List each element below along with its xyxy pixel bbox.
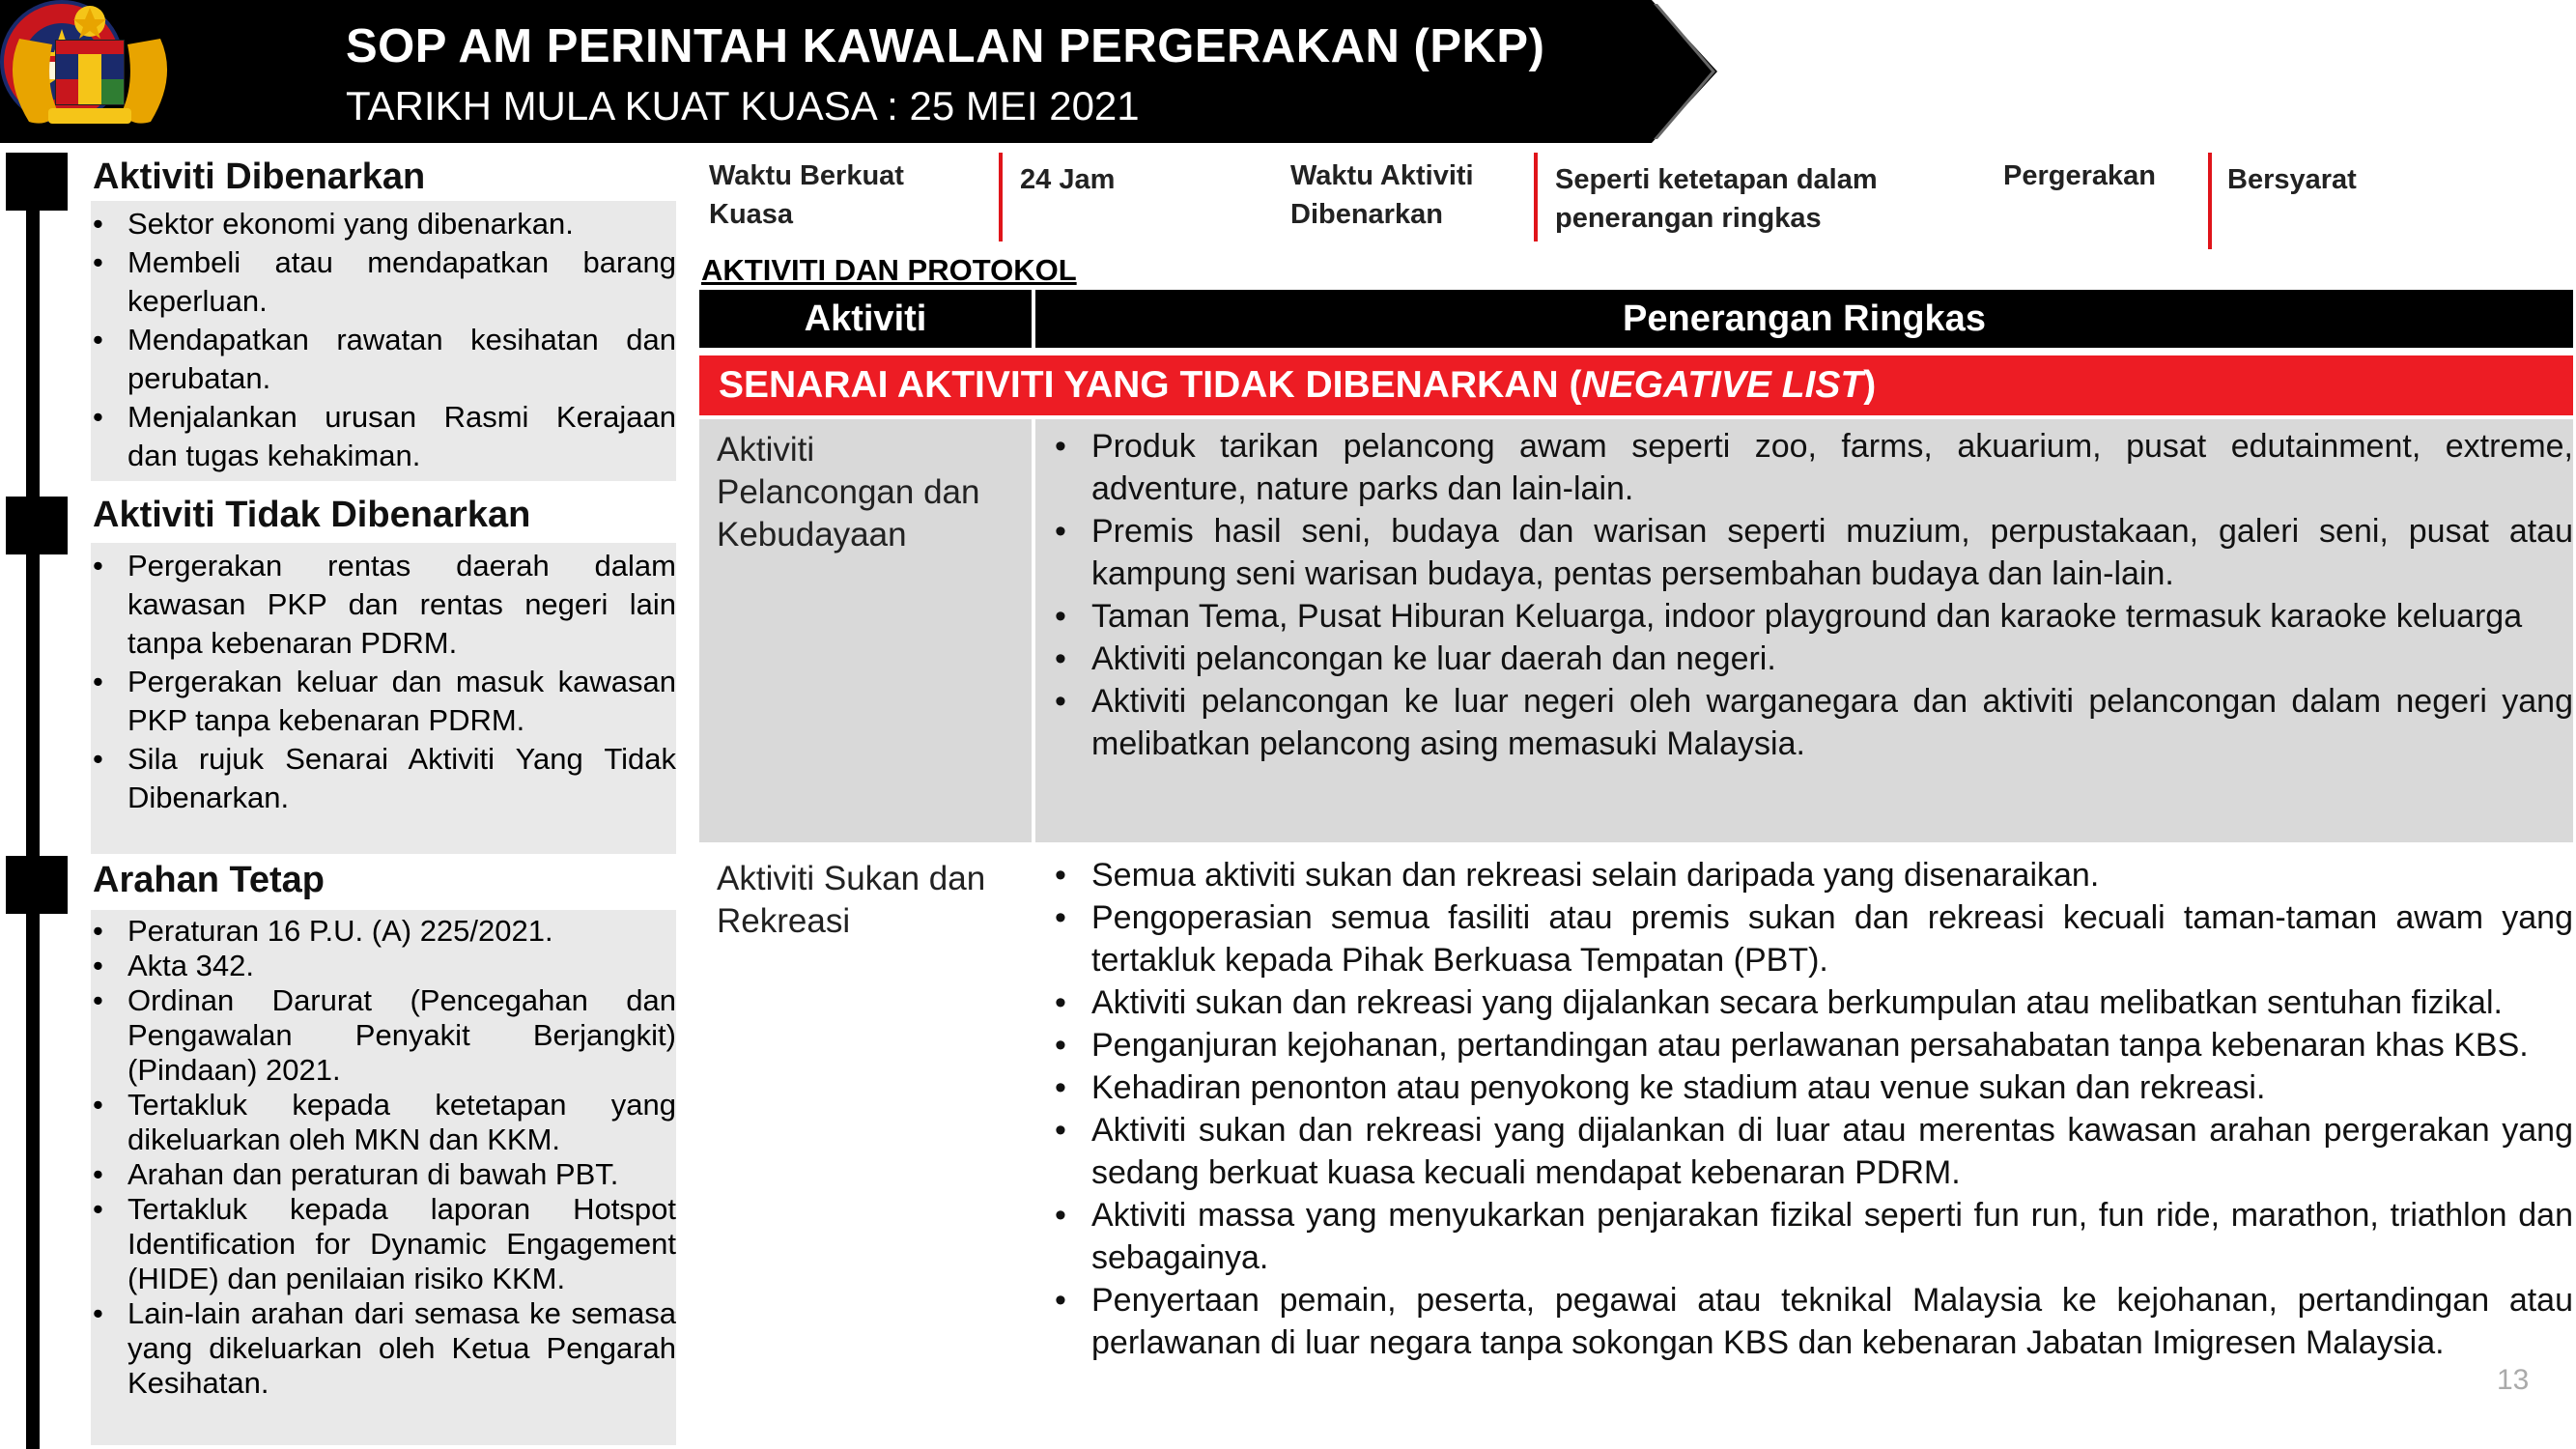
coat-of-arms-icon <box>0 0 180 129</box>
info-label-pergerakan: Pergerakan <box>2003 160 2156 191</box>
timeline-marker <box>6 153 68 211</box>
section-box-aktiviti-dibenarkan <box>91 201 676 481</box>
list-item: • Aktiviti pelancongan ke luar daerah dan negeri. <box>1051 638 2573 680</box>
list-item: • Semua aktiviti sukan dan rekreasi selain daripada yang disenaraikan. <box>1051 854 2573 896</box>
list-item: • Taman Tema, Pusat Hiburan Keluarga, indoor playground dan karaoke termasuk karaoke keluarga <box>1051 595 2573 638</box>
list-item: • Aktiviti massa yang menyukarkan penjarakan fizikal seperti fun run, fun ride, marathon, triathlon dan sebagainya. <box>1051 1194 2573 1279</box>
info-label-waktu-berkuat-kuasa: Waktu Berkuat Kuasa <box>709 160 904 230</box>
list-item: • Pergerakan rentas daerah dalam kawasan PKP dan rentas negeri lain tanpa kebenaran PDRM. <box>91 547 676 663</box>
list-item: • Ordinan Darurat (Pencegahan dan Pengawalan Penyakit Berjangkit) (Pindaan) 2021. <box>91 983 676 1088</box>
list-item: • Aktiviti sukan dan rekreasi yang dijalankan di luar atau merentas kawasan arahan pergerakan yang sedang berkuat kuasa kecuali mendapat kebenaran PDRM. <box>1051 1109 2573 1194</box>
page-number: 13 <box>2497 1364 2530 1396</box>
list-item: • Lain-lain arahan dari semasa ke semasa yang dikeluarkan oleh Ketua Pengarah Kesihatan. <box>91 1296 676 1401</box>
info-label-waktu-aktiviti: Waktu Aktiviti Dibenarkan <box>1290 160 1474 230</box>
timeline-marker <box>6 856 68 914</box>
table-cell-activity: Aktiviti Sukan dan Rekreasi <box>699 848 1032 1447</box>
section-box-arahan-tetap <box>91 910 676 1445</box>
section-heading-aktiviti-tidak-dibenarkan: Aktiviti Tidak Dibenarkan <box>93 495 531 535</box>
table-cell-description <box>1035 419 2573 842</box>
info-divider <box>999 153 1003 242</box>
negative-list-banner: SENARAI AKTIVITI YANG TIDAK DIBENARKAN ( NEGATIVE LIST ) <box>699 355 2573 415</box>
header-banner <box>0 0 1719 143</box>
list-item: • Pergerakan keluar dan masuk kawasan PKP tanpa kebenaran PDRM. <box>91 663 676 740</box>
list-item: • Penyertaan pemain, peserta, pegawai atau teknikal Malaysia ke kejohanan, pertandingan atau perlawanan di luar negara tanpa sokongan KBS dan kebenaran Jabatan Imigresen Malaysia. <box>1051 1279 2573 1364</box>
section-heading-aktiviti-dibenarkan: Aktiviti Dibenarkan <box>93 156 426 197</box>
page-subtitle: TARIKH MULA KUAT KUASA : 25 MEI 2021 <box>346 83 1140 128</box>
page-title: SOP AM PERINTAH KAWALAN PERGERAKAN (PKP) <box>346 20 1545 72</box>
info-divider <box>1534 153 1538 242</box>
list-item: • Sektor ekonomi yang dibenarkan. <box>91 205 676 243</box>
table-header-penerangan: Penerangan Ringkas <box>1035 290 2573 348</box>
section-heading-arahan-tetap: Arahan Tetap <box>93 860 326 900</box>
list-item: • Penganjuran kejohanan, pertandingan atau perlawanan persahabatan tanpa kebenaran khas KBS. <box>1051 1024 2573 1066</box>
info-divider <box>2208 153 2212 249</box>
list-item: • Aktiviti sukan dan rekreasi yang dijalankan secara berkumpulan atau melibatkan sentuhan fizikal. <box>1051 981 2573 1024</box>
list-item: • Menjalankan urusan Rasmi Kerajaan dan tugas kehakiman. <box>91 398 676 475</box>
section-title-aktiviti-dan-protokol: AKTIVITI DAN PROTOKOL <box>701 253 1077 287</box>
list-item: • Pengoperasian semua fasiliti atau premis sukan dan rekreasi kecuali taman-taman awam yang tertakluk kepada Pihak Berkuasa Tempatan (PBT). <box>1051 896 2573 981</box>
timeline-marker <box>6 497 68 554</box>
list-item: • Tertakluk kepada laporan Hotspot Identification for Dynamic Engagement (HIDE) dan penilaian risiko KKM. <box>91 1192 676 1296</box>
timeline-line <box>26 153 40 1449</box>
info-value-waktu-berkuat-kuasa: 24 Jam <box>1020 164 1116 195</box>
list-item: • Produk tarikan pelancong awam seperti zoo, farms, akuarium, pusat edutainment, extreme, adventure, nature parks dan lain-lain. <box>1051 425 2573 510</box>
list-item: • Tertakluk kepada ketetapan yang dikeluarkan oleh MKN dan KKM. <box>91 1088 676 1157</box>
list-item: • Kehadiran penonton atau penyokong ke stadium atau venue sukan dan rekreasi. <box>1051 1066 2573 1109</box>
list-item: • Peraturan 16 P.U. (A) 225/2021. <box>91 914 676 949</box>
list-item: • Premis hasil seni, budaya dan warisan seperti muzium, perpustakaan, galeri seni, pusat atau kampung seni warisan budaya, pentas persembahan budaya dan lain-lain. <box>1051 510 2573 595</box>
table-header-aktiviti: Aktiviti <box>699 290 1032 348</box>
list-item: • Akta 342. <box>91 949 676 983</box>
table-cell-description <box>1035 848 2573 1447</box>
list-item: • Arahan dan peraturan di bawah PBT. <box>91 1157 676 1192</box>
info-value-pergerakan: Bersyarat <box>2227 164 2357 195</box>
table-cell-activity: Aktiviti Pelancongan dan Kebudayaan <box>699 419 1032 842</box>
list-item: • Aktiviti pelancongan ke luar negeri oleh warganegara dan aktiviti pelancongan dalam negeri yang melibatkan pelancong asing memasuki Malaysia. <box>1051 680 2573 765</box>
info-value-waktu-aktiviti: Seperti ketetapan dalam penerangan ringkas <box>1555 164 1878 234</box>
list-item: • Sila rujuk Senarai Aktiviti Yang Tidak Dibenarkan. <box>91 740 676 817</box>
section-box-aktiviti-tidak-dibenarkan <box>91 543 676 854</box>
list-item: • Membeli atau mendapatkan barang keperluan. <box>91 243 676 321</box>
list-item: • Mendapatkan rawatan kesihatan dan perubatan. <box>91 321 676 398</box>
